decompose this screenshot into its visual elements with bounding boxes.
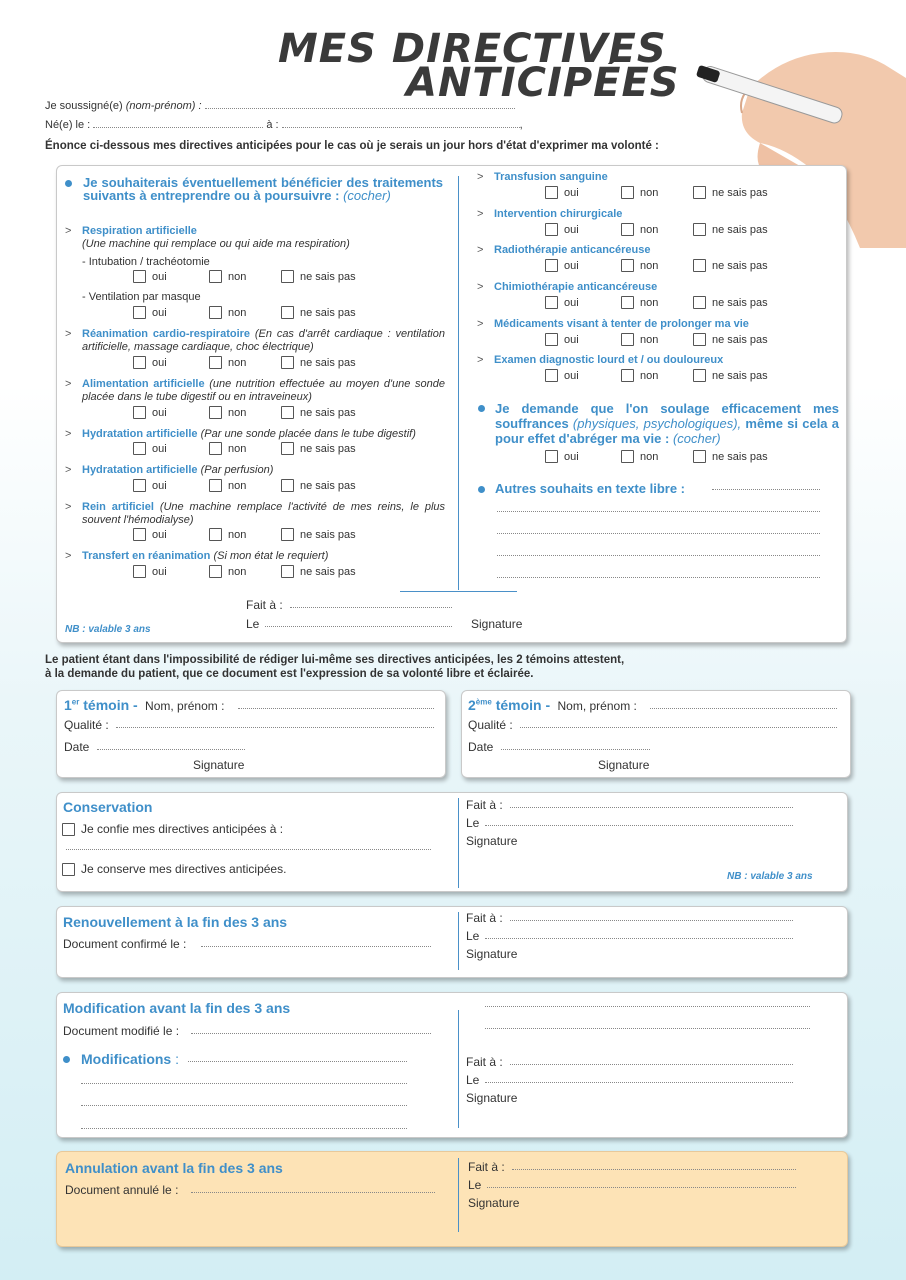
fait-a-field[interactable] (290, 607, 452, 608)
non-label: non (228, 406, 247, 419)
checkbox-ne-sais-pas[interactable] (693, 259, 706, 272)
item-alimentation: > Alimentation artificielle (une nutrition effectuée au moyen d'une sonde placée dans le tube digestif ou en intraveineux) (65, 378, 445, 403)
non-label: non (228, 356, 247, 369)
oui-label: oui (152, 356, 167, 369)
intro-text: Énonce ci-dessous mes directives anticipées pour le cas où je serais un jour hors d'état d'exprimer ma volonté : (45, 140, 659, 152)
nsp-label: ne sais pas (300, 406, 356, 419)
witness-text-2: à la demande du patient, que ce document est l'expression de sa volonté libre et éclairée. (45, 668, 534, 680)
soussigne-field[interactable] (205, 108, 515, 109)
checkbox-oui[interactable] (545, 223, 558, 236)
soulage-part-b: (physiques, psychologiques), (572, 416, 742, 431)
item-examen: > Examen diagnostic lourd et / ou douloureux (477, 354, 724, 366)
item-transfert: > Transfert en réanimation (Si mon état le requiert) (65, 550, 329, 562)
birth-date-field[interactable] (93, 127, 263, 128)
nsp-label: ne sais pas (300, 356, 356, 369)
checkbox-oui[interactable] (133, 565, 146, 578)
title-line-1: MES DIRECTIVES (278, 26, 667, 72)
document-confirme-field[interactable] (201, 946, 431, 947)
checkbox-non[interactable] (621, 369, 634, 382)
document-annule-field[interactable] (191, 1192, 435, 1193)
checkbox-oui[interactable] (133, 479, 146, 492)
comma: , (519, 119, 523, 131)
divider-foot (400, 591, 517, 592)
non-label: non (228, 479, 247, 492)
checkbox-non[interactable] (209, 356, 222, 369)
item-label: Chimiothérapie anticancéreuse (494, 281, 658, 293)
item-hydratation-perfusion: > Hydratation artificielle (Par perfusion) (65, 464, 274, 476)
oui-label: oui (564, 369, 579, 382)
checkbox-ne-sais-pas[interactable] (281, 479, 294, 492)
temoin-label: témoin - (495, 697, 551, 713)
checkbox-non[interactable] (209, 479, 222, 492)
checkbox-oui[interactable] (133, 442, 146, 455)
checkbox-ne-sais-pas[interactable] (693, 450, 706, 463)
non-label: non (228, 442, 247, 455)
checkbox-ne-sais-pas[interactable] (693, 333, 706, 346)
item-note: (En cas d'arrêt cardiaque : ventilation artificielle, massage cardiaque, choc électrique) (82, 328, 445, 353)
item-label: Transfert en réanimation (82, 550, 211, 562)
autres-line[interactable] (497, 577, 820, 578)
modification-title: Modification avant la fin des 3 ans (63, 1000, 291, 1016)
nsp-label: ne sais pas (712, 450, 768, 463)
checkbox-oui[interactable] (545, 259, 558, 272)
fait-a-label: Fait à : (246, 598, 283, 612)
witness-1-name-field[interactable] (238, 708, 434, 709)
conservation-divider (458, 798, 459, 888)
item-label: Rein artificiel (82, 501, 154, 513)
checkbox-oui[interactable] (545, 333, 558, 346)
checkbox-oui[interactable] (545, 450, 558, 463)
fait-a-field[interactable] (510, 1064, 793, 1065)
treatments-intro (83, 176, 443, 202)
fait-a-field[interactable] (510, 807, 793, 808)
modifications-line[interactable] (81, 1105, 407, 1106)
item-rein: > Rein artificiel (Une machine remplace l'activité de mes reins, le plus souvent l'hémodialyse) (65, 501, 446, 526)
fait-a-field[interactable] (510, 920, 793, 921)
checkbox-ne-sais-pas[interactable] (693, 186, 706, 199)
item-label: Radiothérapie anticancéreuse (494, 244, 651, 256)
nsp-label: ne sais pas (712, 259, 768, 272)
nsp-label: ne sais pas (300, 528, 356, 541)
non-label: non (640, 333, 659, 346)
nom-prenom-label: Nom, prénom : (557, 699, 637, 713)
renouvellement-divider (458, 912, 459, 970)
document-modifie-field[interactable] (191, 1033, 431, 1034)
modifications-line[interactable] (188, 1061, 407, 1062)
nsp-label: ne sais pas (300, 270, 356, 283)
witness-1-signature: Signature (193, 758, 245, 772)
le-label: Le (466, 1073, 480, 1087)
non-label: non (640, 186, 659, 199)
non-label: non (640, 223, 659, 236)
item-label: - Ventilation par masque (82, 291, 201, 303)
checkbox-non[interactable] (621, 223, 634, 236)
witness-1-qualite-field[interactable] (116, 727, 434, 728)
checkbox-oui[interactable] (133, 406, 146, 419)
autres-line[interactable] (497, 555, 820, 556)
checkbox-ne-sais-pas[interactable] (281, 565, 294, 578)
modification-divider (458, 1010, 459, 1128)
item-label: - Intubation / trachéotomie (82, 256, 210, 268)
item-ventilation (82, 291, 201, 304)
non-label: non (228, 306, 247, 319)
treatments-intro-note: (cocher) (343, 188, 391, 203)
le-label: Le (468, 1178, 482, 1192)
checkbox-non[interactable] (621, 333, 634, 346)
modifications-line[interactable] (485, 1028, 810, 1029)
autres-line[interactable] (497, 511, 820, 512)
ne-le-label: Né(e) le : (45, 119, 91, 131)
item-intubation (82, 256, 210, 269)
oui-label: oui (152, 442, 167, 455)
witness-text-1: Le patient étant dans l'impossibilité de rédiger lui-même ses directives anticipées, les 2 témoins attestent, (45, 654, 625, 666)
witness-2-name-field[interactable] (650, 708, 837, 709)
witness-2-qualite-field[interactable] (520, 727, 837, 728)
checkbox-oui[interactable] (133, 270, 146, 283)
oui-label: oui (564, 223, 579, 236)
item-reanimation: > Réanimation cardio-respiratoire (En cas d'arrêt cardiaque : ventilation artificielle, massage cardiaque, choc électrique) (65, 328, 445, 353)
le-field[interactable] (485, 938, 793, 939)
item-respiration: > Respiration artificielle (Une machine qui remplace ou qui aide ma respiration) (65, 225, 350, 250)
item-label: Examen diagnostic lourd et / ou douloureux (494, 354, 724, 366)
treatments-intro-text: Je souhaiterais éventuellement bénéficier des traitements suivants à entreprendre ou à poursuivre : (83, 175, 443, 203)
checkbox-ne-sais-pas[interactable] (281, 528, 294, 541)
non-label: non (228, 270, 247, 283)
date-label: Date (468, 740, 494, 754)
witness-1-title (64, 697, 224, 713)
item-label: Intervention chirurgicale (494, 208, 623, 220)
conservation-option-2 (62, 862, 286, 876)
item-label: Hydratation artificielle (82, 428, 198, 440)
document-modifie-label: Document modifié le : (63, 1024, 180, 1038)
renouvellement-title: Renouvellement à la fin des 3 ans (63, 914, 288, 930)
checkbox-oui[interactable] (133, 528, 146, 541)
item-label: Respiration artificielle (82, 225, 197, 237)
conservation-title: Conservation (63, 799, 153, 815)
checkbox-ne-sais-pas[interactable] (281, 270, 294, 283)
bullet-icon (478, 405, 485, 412)
oui-label: oui (152, 565, 167, 578)
bullet-icon (63, 1056, 70, 1063)
item-label: Médicaments visant à tenter de prolonger ma vie (494, 318, 749, 330)
nb-valable: NB : valable 3 ans (727, 871, 813, 882)
witness-1-date-field[interactable] (97, 749, 245, 750)
oui-label: oui (152, 479, 167, 492)
checkbox-non[interactable] (209, 442, 222, 455)
confie-field[interactable] (66, 849, 431, 850)
signature-label: Signature (471, 617, 523, 631)
date-label: Date (64, 740, 90, 754)
nsp-label: ne sais pas (300, 442, 356, 455)
temoin-label: témoin - (83, 697, 138, 713)
checkbox-ne-sais-pas[interactable] (281, 406, 294, 419)
checkbox-non[interactable] (209, 565, 222, 578)
autres-line[interactable] (497, 533, 820, 534)
item-chimiotherapie: > Chimiothérapie anticancéreuse (477, 281, 658, 293)
non-label: non (640, 369, 659, 382)
checkbox-oui[interactable] (545, 296, 558, 309)
checkbox-conserve[interactable] (62, 863, 75, 876)
directives-divider (458, 176, 459, 590)
item-note: (Par une sonde placée dans le tube digestif) (200, 428, 416, 440)
oui-label: oui (564, 450, 579, 463)
item-medicaments: > Médicaments visant à tenter de prolonger ma vie (477, 318, 749, 330)
nb-valable: NB : valable 3 ans (65, 624, 151, 635)
checkbox-ne-sais-pas[interactable] (281, 356, 294, 369)
item-note: (Une machine qui remplace ou qui aide ma respiration) (82, 238, 350, 250)
checkbox-oui[interactable] (545, 186, 558, 199)
non-label: non (640, 259, 659, 272)
birth-place-label: à : (266, 119, 279, 131)
witness-1-number: 1 (64, 697, 72, 713)
witness-2-date-field[interactable] (501, 749, 650, 750)
nsp-label: ne sais pas (712, 296, 768, 309)
bullet-icon (478, 486, 485, 493)
nsp-label: ne sais pas (300, 479, 356, 492)
checkbox-ne-sais-pas[interactable] (281, 306, 294, 319)
le-field[interactable] (485, 825, 793, 826)
modifications-line[interactable] (81, 1083, 407, 1084)
title-line-2: ANTICIPÉES (406, 60, 680, 106)
fait-a-field[interactable] (512, 1169, 796, 1170)
oui-label: oui (152, 528, 167, 541)
document-confirme-label: Document confirmé le : (63, 937, 187, 951)
checkbox-ne-sais-pas[interactable] (693, 369, 706, 382)
checkbox-non[interactable] (209, 528, 222, 541)
autres-line[interactable] (712, 489, 820, 490)
signature-label: Signature (466, 947, 518, 961)
soussigne-label: Je soussigné(e) (45, 100, 123, 112)
checkbox-non[interactable] (621, 186, 634, 199)
checkbox-oui[interactable] (133, 356, 146, 369)
nsp-label: ne sais pas (712, 333, 768, 346)
oui-label: oui (564, 186, 579, 199)
soulage-text (495, 401, 839, 446)
non-label: non (640, 296, 659, 309)
document-annule-label: Document annulé le : (65, 1183, 179, 1197)
le-field[interactable] (487, 1187, 796, 1188)
item-note: (une nutrition effectuée au moyen d'une sonde placée dans le tube digestif ou en intraveineux) (82, 378, 445, 403)
item-note: (Une machine remplace l'activité de mes reins, le plus souvent l'hémodialyse) (82, 501, 446, 526)
non-label: non (228, 565, 247, 578)
checkbox-non[interactable] (209, 406, 222, 419)
modifications-line[interactable] (485, 1006, 810, 1007)
checkbox-ne-sais-pas[interactable] (693, 296, 706, 309)
birth-place-field[interactable] (282, 127, 520, 128)
le-label: Le (246, 617, 260, 631)
le-label: Le (466, 816, 480, 830)
signature-label: Signature (466, 1091, 518, 1105)
checkbox-non[interactable] (209, 306, 222, 319)
confie-label: Je confie mes directives anticipées à : (81, 822, 284, 836)
modifications-colon: : (175, 1051, 180, 1067)
qualite-label: Qualité : (64, 718, 109, 732)
checkbox-oui[interactable] (133, 306, 146, 319)
checkbox-non[interactable] (209, 270, 222, 283)
checkbox-ne-sais-pas[interactable] (693, 223, 706, 236)
signature-label: Signature (468, 1196, 520, 1210)
item-label: Hydratation artificielle (82, 464, 198, 476)
nom-prenom-label: Nom, prénom : (145, 699, 225, 713)
checkbox-ne-sais-pas[interactable] (281, 442, 294, 455)
checkbox-oui[interactable] (545, 369, 558, 382)
witness-2-number: 2 (468, 697, 476, 713)
item-hydratation-sonde: > Hydratation artificielle (Par une sonde placée dans le tube digestif) (65, 428, 416, 440)
nsp-label: ne sais pas (712, 186, 768, 199)
oui-label: oui (564, 259, 579, 272)
oui-label: oui (152, 306, 167, 319)
le-field[interactable] (485, 1082, 793, 1083)
checkbox-non[interactable] (621, 296, 634, 309)
oui-label: oui (152, 270, 167, 283)
soulage-part-d: (cocher) (672, 431, 721, 446)
fait-a-label: Fait à : (468, 1160, 505, 1174)
oui-label: oui (564, 296, 579, 309)
witness-2-signature: Signature (598, 758, 650, 772)
nom-prenom-label: (nom-prénom) : (125, 100, 202, 112)
item-label: Alimentation artificielle (82, 378, 205, 390)
witness-1-sup: er (71, 697, 80, 707)
witness-2-sup: ème (475, 697, 492, 707)
item-radiotherapie: > Radiothérapie anticancéreuse (477, 244, 651, 256)
autres-souhaits-title: Autres souhaits en texte libre : (495, 481, 685, 496)
fait-a-label: Fait à : (466, 1055, 503, 1069)
modifications-title (81, 1051, 179, 1067)
item-chirurgie: > Intervention chirurgicale (477, 208, 623, 220)
nsp-label: ne sais pas (300, 306, 356, 319)
fait-a-label: Fait à : (466, 911, 503, 925)
soulage-part-c: même si cela a pour effet d'abréger ma vie : (495, 416, 839, 446)
fait-a-label: Fait à : (466, 798, 503, 812)
soulage-part-a: Je demande que l'on soulage efficacement mes souffrances (495, 401, 839, 431)
non-label: non (228, 528, 247, 541)
witness-2-title (468, 697, 637, 713)
conserve-label: Je conserve mes directives anticipées. (81, 862, 287, 876)
item-note: (Si mon état le requiert) (213, 550, 329, 562)
le-label: Le (466, 929, 480, 943)
nsp-label: ne sais pas (712, 223, 768, 236)
nsp-label: ne sais pas (712, 369, 768, 382)
le-field[interactable] (265, 626, 452, 627)
bullet-icon (65, 180, 72, 187)
annulation-title: Annulation avant la fin des 3 ans (65, 1160, 283, 1176)
item-label: Réanimation cardio-respiratoire (82, 328, 251, 340)
nsp-label: ne sais pas (300, 565, 356, 578)
item-transfusion: > Transfusion sanguine (477, 171, 608, 183)
modifications-label: Modifications (81, 1051, 172, 1067)
birth-line (45, 119, 523, 131)
conservation-option-1 (62, 822, 283, 836)
checkbox-confie[interactable] (62, 823, 75, 836)
signature-label: Signature (466, 834, 518, 848)
non-label: non (640, 450, 659, 463)
oui-label: oui (152, 406, 167, 419)
modifications-line[interactable] (81, 1128, 407, 1129)
soussigne-line (45, 100, 515, 112)
checkbox-non[interactable] (621, 259, 634, 272)
checkbox-non[interactable] (621, 450, 634, 463)
item-label: Transfusion sanguine (494, 171, 608, 183)
item-note: (Par perfusion) (200, 464, 274, 476)
oui-label: oui (564, 333, 579, 346)
qualite-label: Qualité : (468, 718, 513, 732)
annulation-divider (458, 1158, 459, 1232)
